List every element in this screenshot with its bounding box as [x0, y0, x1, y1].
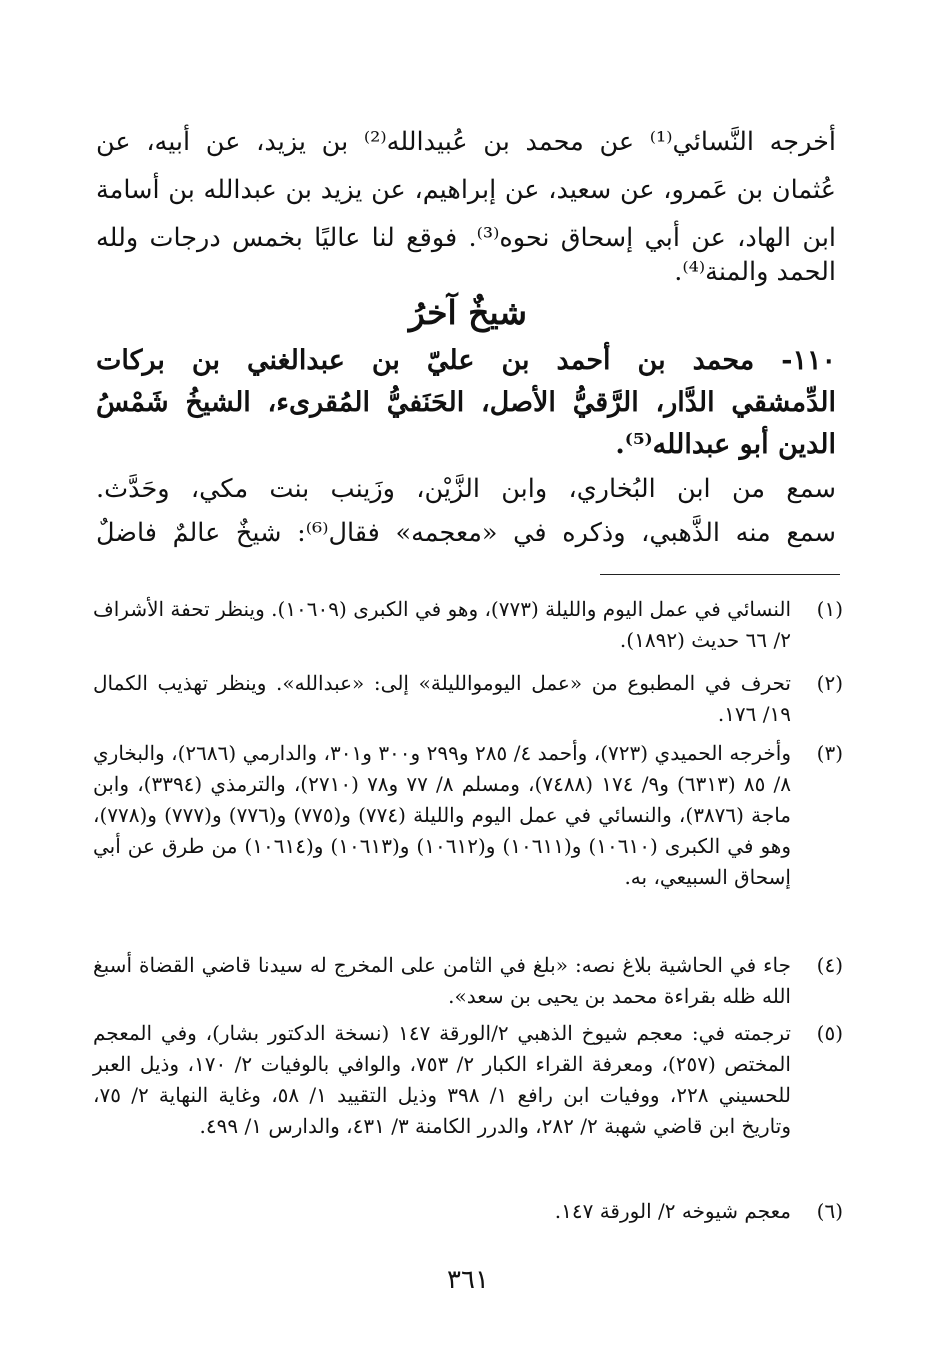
footnote-number: (٣)	[816, 741, 843, 765]
footnote-number: (٥)	[816, 1021, 843, 1045]
footnote-text: تحرف في المطبوع من «عمل اليوموالليلة» إلى: «عبدالله». وينظر تهذيب الكمال ١٩/ ١٧٦.	[93, 671, 791, 726]
footnote-text: النسائي في عمل اليوم والليلة (٧٧٣)، وهو في الكبرى (١٠٦٠٩). وينظر تحفة الأشراف ٢/ ٦٦ حديث (١٨٩٢).	[93, 597, 792, 652]
footnote-text: معجم شيوخه ٢/ الورقة ١٤٧.	[554, 1199, 791, 1223]
body-line-1: سمع من ابن البُخاري، وابن الزَّيْن، وزَينب بنت مكي، وحَدَّث.	[96, 474, 836, 504]
footnote-5	[93, 1018, 843, 1142]
footnote-separator	[600, 574, 840, 575]
page-number: ٣٦١	[447, 1265, 489, 1295]
intro-line-1: أخرجه النَّسائي⁽¹⁾ عن محمد بن عُبيدالله⁽²⁾ بن يزيد، عن أبيه، عن	[96, 127, 836, 157]
footnote-4	[93, 950, 843, 1012]
footnote-text: وأخرجه الحميدي (٧٢٣)، وأحمد ٤/ ٢٨٥ و٢٩٩ و٣٠٠ و٣٠١، والدارمي (٢٦٨٦)، والبخاري ٨/ ٨٥ (٦٣١٣) و٩/ ١٧٤ (٧٤٨٨)، ومسلم ٨/ ٧٧ و٧٨ (٢٧١٠)، والترمذي (٣٣٩٤)، وابن ماجة (٣٨٧٦)، والنسائي في عمل اليوم والليلة (٧٧٤) و(٧٧٥) و(٧٧٦) و(٧٧٧) و(٧٧٨)، وهو في الكبرى (١٠٦١٠) و(١٠٦١١) و(١٠٦١٢) و(١٠٦١٣) و(١٠٦١٤) من طرق عن أبي إسحاق السبيعي، به.	[93, 741, 792, 889]
footnote-number: (٦)	[816, 1199, 843, 1223]
footnote-number: (١)	[816, 597, 843, 621]
entry-line-1: ١١٠- محمد بن أحمد بن عليّ بن عبدالغني بن بركات	[96, 345, 836, 376]
footnote-number: (٢)	[816, 671, 843, 695]
footnote-text: جاء في الحاشية بلاغ نصه: «بلغ في الثامن على المخرج له سيدنا قاضي القضاة أسبغ الله ظله بقراءة محمد بن يحيى بن سعد».	[93, 953, 791, 1008]
footnote-number: (٤)	[816, 953, 843, 977]
intro-line-2: عُثمان بن عَمرو، عن سعيد، عن إبراهيم، عن يزيد بن عبدالله بن أسامة	[96, 175, 836, 205]
footnote-1	[93, 594, 843, 656]
body-line-2: سمع منه الذَّهبي، وذكره في «معجمه» فقال⁽⁶⁾: شيخٌ عالمٌ فاضلٌ	[96, 518, 837, 548]
entry-line-2: الدِّمشقي الدَّار، الرَّقيُّ الأصل، الحَنَفيُّ المُقرىء، الشيخُ شَمْسُ	[96, 387, 836, 418]
footnote-6	[93, 1196, 843, 1227]
footnote-2	[93, 668, 843, 730]
footnote-text: ترجمته في: معجم شيوخ الذهبي ٢/الورقة ١٤٧ (نسخة الدكتور بشار)، وفي المعجم المختص (٢٥٧)، ومعرفة القراء الكبار ٢/ ٧٥٣، والوافي بالوفيات ٢/ ١٧٠، وذيل العبر للحسيني ٢٢٨، ووفيات ابن رافع ١/ ٣٩٨ وذيل التقييد ١/ ٥٨، وغاية النهاية ٢/ ٧٥، وتاريخ ابن قاضي شهبة ٢/ ٢٨٢، والدرر الكامنة ٣/ ٤٣١، والدارس ١/ ٤٩٩.	[93, 1021, 792, 1138]
section-heading: شيخٌ آخرُ	[408, 293, 528, 332]
entry-line-3: الدين أبو عبدالله⁽⁵⁾.	[615, 429, 836, 460]
intro-line-3: ابن الهاد، عن أبي إسحاق نحوه⁽³⁾. فوقع لنا عاليًا بخمس درجات ولله	[96, 223, 837, 253]
footnote-3	[93, 738, 843, 893]
intro-line-4: الحمد والمنة⁽⁴⁾.	[674, 257, 836, 287]
